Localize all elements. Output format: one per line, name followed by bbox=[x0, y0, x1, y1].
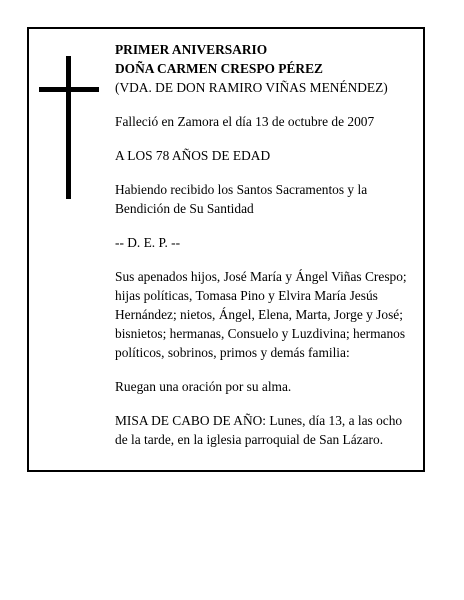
sacraments-line-1: Habiendo recibido los Santos Sacramentos y la bbox=[115, 182, 368, 197]
sacraments-line-2: Bendición de Su Santidad bbox=[115, 201, 254, 216]
sacraments-paragraph bbox=[115, 180, 421, 218]
notice-text bbox=[115, 40, 421, 464]
obituary-notice bbox=[27, 27, 425, 472]
cross-icon bbox=[39, 56, 99, 199]
family-line-1: Sus apenados hijos, José María y Ángel Viñas Crespo; bbox=[115, 269, 407, 284]
widow-of: (VDA. DE DON RAMIRO VIÑAS MENÉNDEZ) bbox=[115, 80, 388, 95]
family-line-3: Hernández; nietos, Ángel, Elena, Marta, Jorge y José; bbox=[115, 307, 403, 322]
anniversary-title: PRIMER ANIVERSARIO bbox=[115, 42, 268, 57]
family-paragraph bbox=[115, 267, 421, 362]
family-line-5: políticos, sobrinos, primos y demás familia: bbox=[115, 345, 350, 360]
cross-horizontal-bar bbox=[39, 87, 99, 92]
mass-line-2: de la tarde, en la iglesia parroquial de San Lázaro. bbox=[115, 432, 384, 447]
death-date: Falleció en Zamora el día 13 de octubre de 2007 bbox=[115, 114, 375, 129]
cross-vertical-bar bbox=[66, 56, 71, 199]
prayer-request: Ruegan una oración por su alma. bbox=[115, 379, 292, 394]
rip-line: -- D. E. P. -- bbox=[115, 235, 181, 250]
mass-paragraph bbox=[115, 411, 421, 449]
family-line-4: bisnietos; hermanas, Consuelo y Luzdivina; hermanos bbox=[115, 326, 406, 341]
family-line-2: hijas políticas, Tomasa Pino y Elvira María Jesús bbox=[115, 288, 378, 303]
deceased-name: DOÑA CARMEN CRESPO PÉREZ bbox=[115, 61, 323, 76]
mass-line-1: MISA DE CABO DE AÑO: Lunes, día 13, a las ocho bbox=[115, 413, 403, 428]
notice-header bbox=[115, 40, 421, 97]
age-at-death: A LOS 78 AÑOS DE EDAD bbox=[115, 148, 271, 163]
